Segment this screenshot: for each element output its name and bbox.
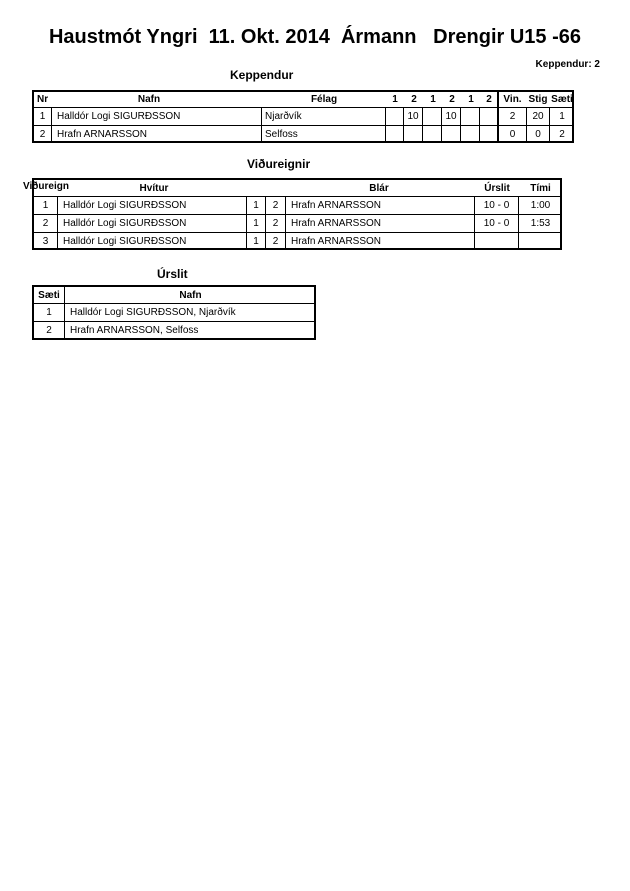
competitor-nr: 1 xyxy=(39,111,46,122)
col-round-2b: 2 xyxy=(449,94,455,105)
matches-heading: Viðureignir xyxy=(247,157,311,171)
col-nr: Nr xyxy=(37,94,49,105)
competitor-name: Hrafn ARNARSSON xyxy=(57,129,148,140)
competitor-club: Njarðvík xyxy=(265,111,302,122)
competitor-count: Keppendur: 2 xyxy=(535,59,600,70)
col-wins: Vin. xyxy=(503,94,522,105)
col-round-3a: 1 xyxy=(468,94,474,105)
match-blue-number: 2 xyxy=(272,236,279,247)
competitor-points: 20 xyxy=(532,111,544,122)
col-rank: Sæti xyxy=(38,290,60,301)
competitor-nr: 2 xyxy=(39,129,46,140)
col-blue: Blár xyxy=(369,183,389,194)
match-result: 10 - 0 xyxy=(483,218,510,229)
match-blue-number: 2 xyxy=(272,218,279,229)
match-white-number: 1 xyxy=(253,236,259,247)
match-number: 2 xyxy=(42,218,49,229)
page-title: Haustmót Yngri 11. Okt. 2014 Ármann Drengir U15 -66 xyxy=(48,26,582,48)
match-time: 1:53 xyxy=(530,218,551,229)
competitor-wins: 2 xyxy=(509,111,516,122)
match-result: 10 - 0 xyxy=(483,200,510,211)
competitor-place: 2 xyxy=(559,129,565,140)
match-number: 1 xyxy=(42,200,49,211)
results-heading: Úrslit xyxy=(157,267,188,281)
competitor-round-1b: 10 xyxy=(407,111,419,122)
competitors-table xyxy=(32,90,574,143)
col-match: Viðureign xyxy=(23,181,69,192)
result-place: 1 xyxy=(46,307,52,318)
match-blue-name: Hrafn ARNARSSON xyxy=(291,200,382,211)
col-name: Nafn xyxy=(137,94,161,105)
result-name: Hrafn ARNARSSON, Selfoss xyxy=(70,325,199,336)
col-place: Sæti xyxy=(551,94,573,105)
match-blue-name: Hrafn ARNARSSON xyxy=(291,236,382,247)
col-points: Stig xyxy=(528,94,548,105)
match-number: 3 xyxy=(42,236,49,247)
col-round-1b: 2 xyxy=(411,94,417,105)
match-blue-number: 2 xyxy=(272,200,279,211)
col-club: Félag xyxy=(310,94,338,105)
result-place: 2 xyxy=(46,325,52,336)
col-round-1a: 1 xyxy=(392,94,398,105)
results-table xyxy=(32,285,316,340)
competitor-wins: 0 xyxy=(509,129,516,140)
competitors-heading: Keppendur xyxy=(230,68,294,82)
competitor-round-2b: 10 xyxy=(445,111,457,122)
match-time: 1:00 xyxy=(530,200,551,211)
matches-table xyxy=(32,178,562,250)
match-white-name: Halldór Logi SIGURÐSSON xyxy=(63,200,187,211)
col-time: Tími xyxy=(530,183,551,194)
col-result: Úrslit xyxy=(484,183,510,194)
col-round-2a: 1 xyxy=(430,94,436,105)
match-blue-name: Hrafn ARNARSSON xyxy=(291,218,382,229)
col-result-name: Nafn xyxy=(179,290,202,301)
competitor-club: Selfoss xyxy=(265,129,298,140)
competitor-place: 1 xyxy=(559,111,565,122)
col-round-3b: 2 xyxy=(486,94,492,105)
match-white-name: Halldór Logi SIGURÐSSON xyxy=(63,218,187,229)
match-white-number: 1 xyxy=(253,200,259,211)
result-name: Halldór Logi SIGURÐSSON, Njarðvík xyxy=(70,307,236,318)
match-white-number: 1 xyxy=(253,218,259,229)
competitor-points: 0 xyxy=(535,129,541,140)
competitor-name: Halldór Logi SIGURÐSSON xyxy=(57,111,181,122)
col-white: Hvítur xyxy=(139,183,169,194)
match-white-name: Halldór Logi SIGURÐSSON xyxy=(63,236,187,247)
